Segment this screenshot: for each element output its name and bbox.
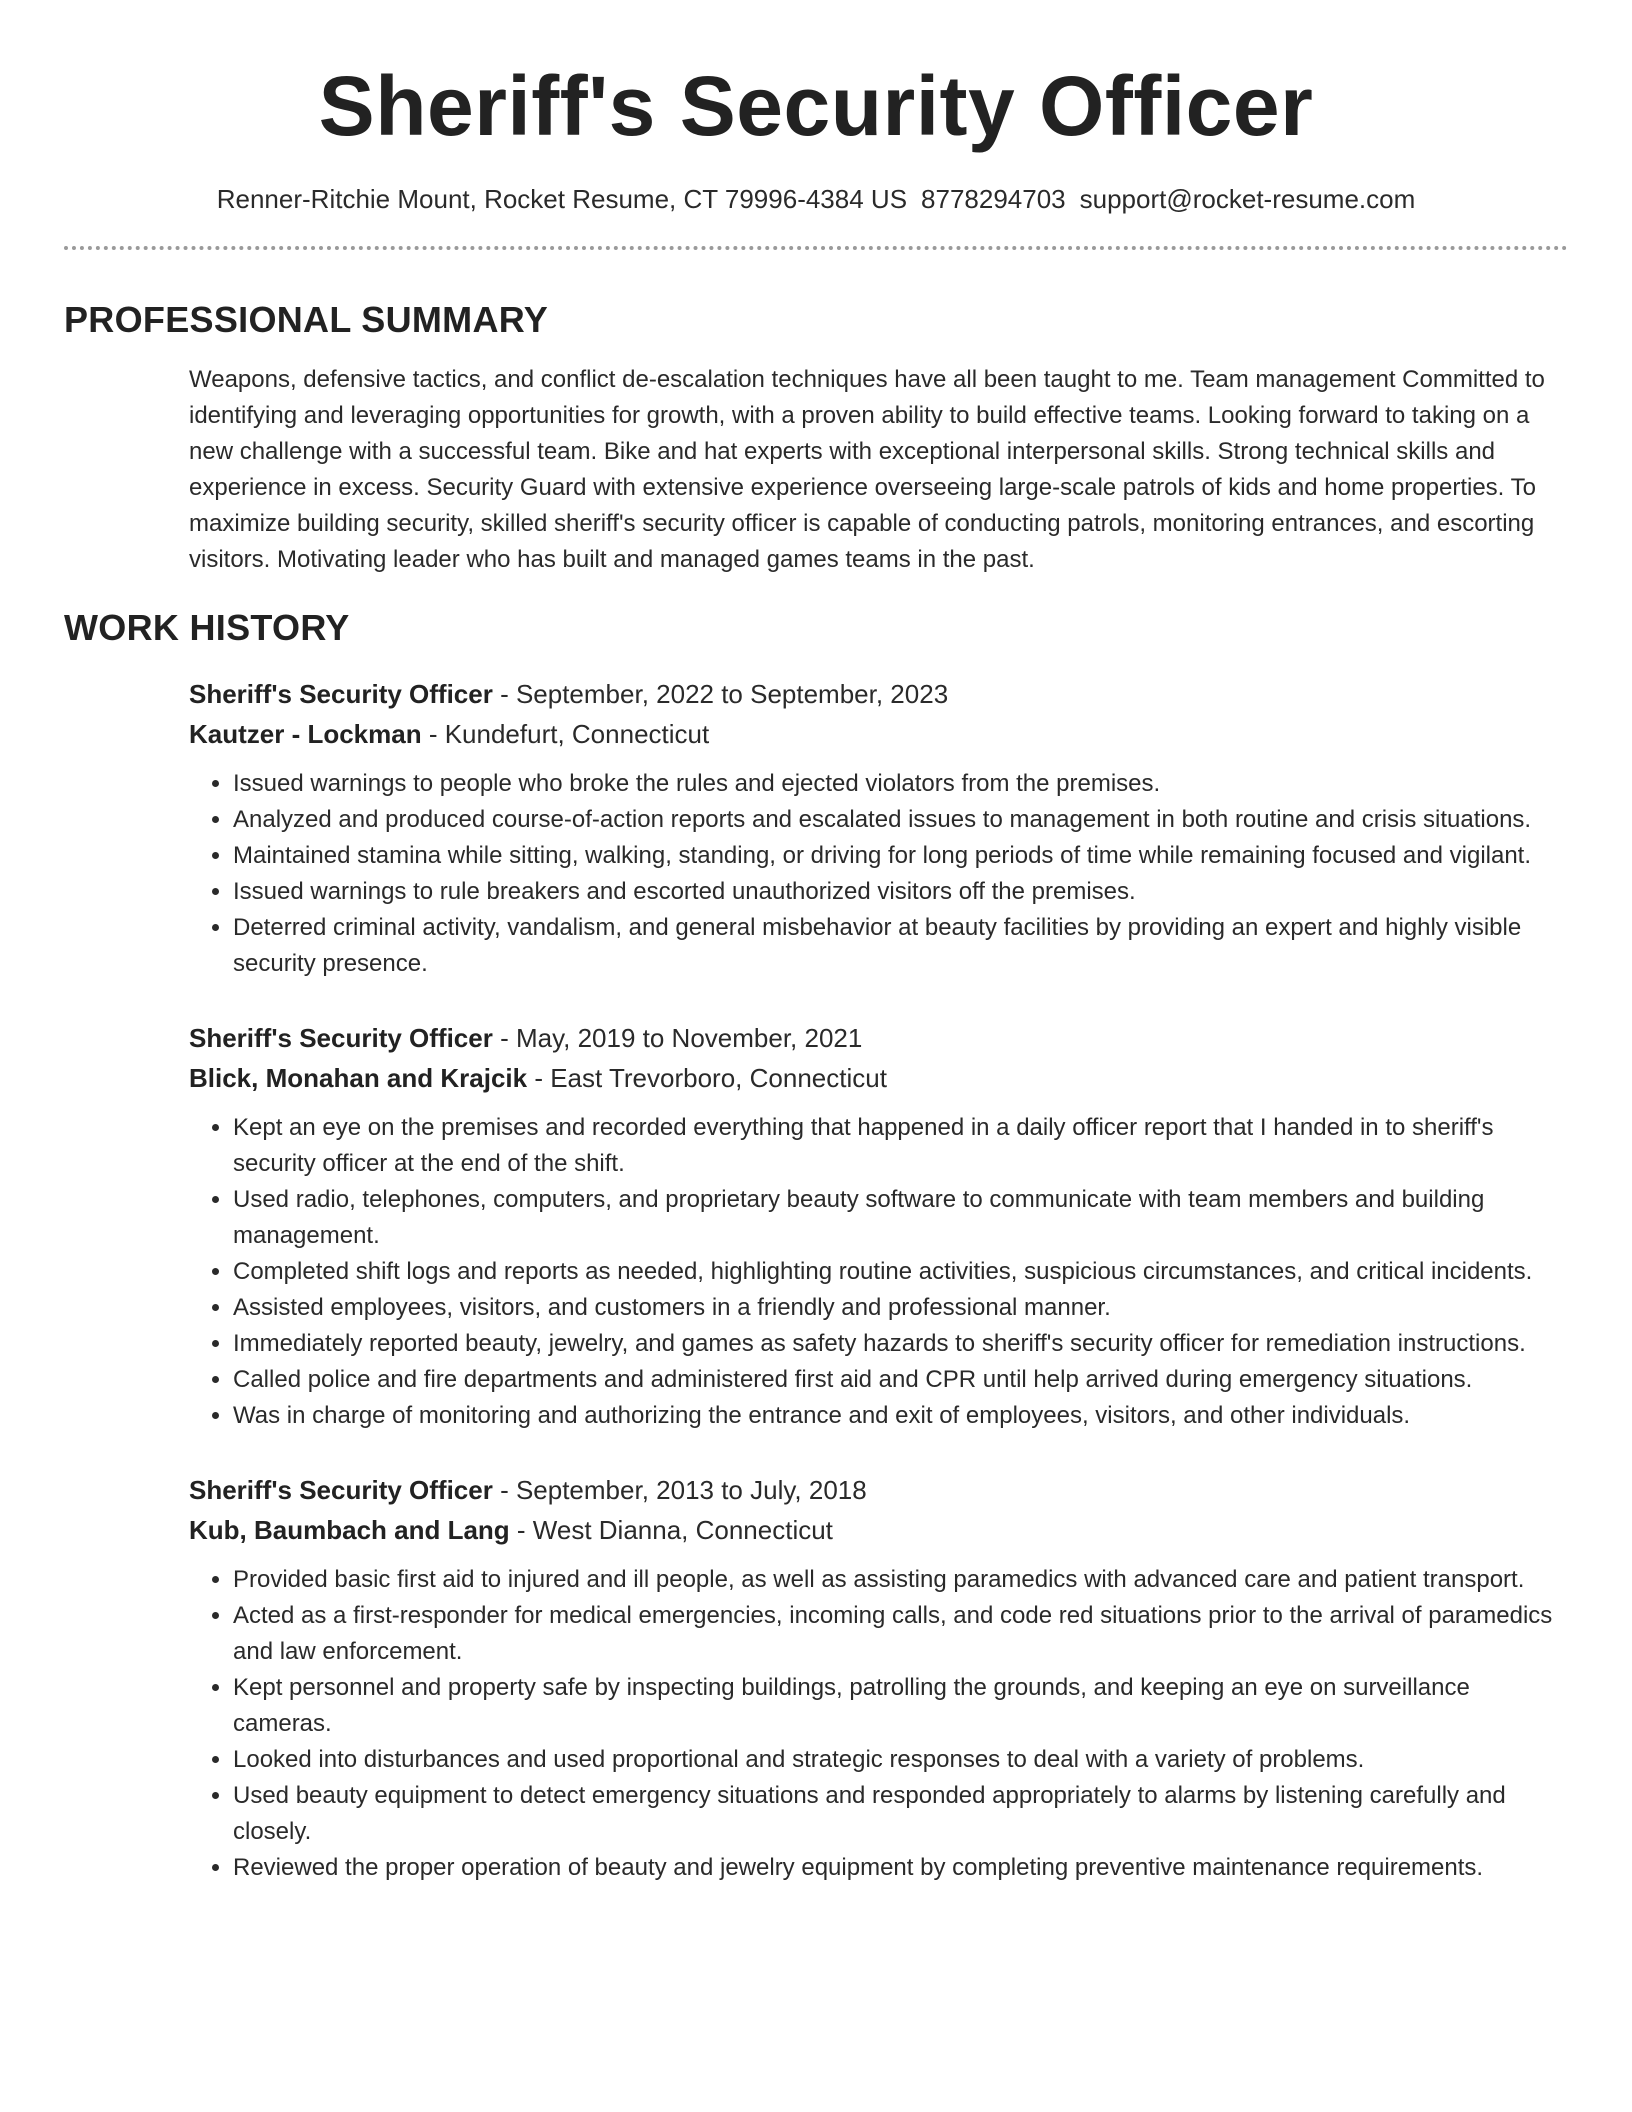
job-bullet: • Maintained stamina while sitting, walking, standing, or driving for long periods of time while remaining focused and vigilant. <box>233 838 1568 874</box>
job-location: - West Dianna, Connecticut <box>509 1515 833 1545</box>
job-title-line <box>189 1470 1568 1510</box>
job-title-line <box>189 674 1568 714</box>
job-bullet: • Completed shift logs and reports as needed, highlighting routine activities, suspicious circumstances, and critical incidents. <box>233 1254 1568 1290</box>
summary-text: Weapons, defensive tactics, and conflict de-escalation techniques have all been taught to me. Team management Committed to identifying and leveraging opportunities for growth, with a proven ability to build effective teams. Looking forward to taking on a new challenge with a successful team. Bike and hat experts with exceptional interpersonal skills. Strong technical skills and experience in excess. Security Guard with extensive experience overseeing large-scale patrols of kids and home properties. To maximize building security, skilled sheriff's security officer is capable of conducting patrols, monitoring entrances, and escorting visitors. Motivating leader who has built and managed games teams in the past. <box>189 366 1545 573</box>
job-bullet: • Kept an eye on the premises and recorded everything that happened in a daily officer report that I handed in to sheriff's security officer at the end of the shift. <box>233 1110 1568 1182</box>
job-company-line <box>189 714 1568 754</box>
job-bullet: • Used radio, telephones, computers, and proprietary beauty software to communicate with team members and building management. <box>233 1182 1568 1254</box>
job-bullets <box>189 766 1568 982</box>
job-location: - East Trevorboro, Connecticut <box>527 1063 887 1093</box>
work-history-heading: WORK HISTORY <box>64 607 350 648</box>
job-bullet: • Issued warnings to people who broke the rules and ejected violators from the premises. <box>233 766 1568 802</box>
job-bullet: • Used beauty equipment to detect emergency situations and responded appropriately to alarms by listening carefully and closely. <box>233 1778 1568 1850</box>
job-company: Blick, Monahan and Krajcik <box>189 1063 528 1093</box>
job-bullet: • Issued warnings to rule breakers and escorted unauthorized visitors off the premises. <box>233 874 1568 910</box>
job-bullet: • Provided basic first aid to injured and ill people, as well as assisting paramedics with advanced care and patient transport. <box>233 1562 1568 1598</box>
contact-line <box>64 182 1568 216</box>
job-entry <box>189 1470 1568 1886</box>
job-company-line <box>189 1058 1568 1098</box>
job-bullet: • Reviewed the proper operation of beauty and jewelry equipment by completing preventive maintenance requirements. <box>233 1850 1568 1886</box>
job-dates: - September, 2013 to July, 2018 <box>492 1475 867 1505</box>
job-bullet: • Kept personnel and property safe by inspecting buildings, patrolling the grounds, and keeping an eye on surveillance cameras. <box>233 1670 1568 1742</box>
job-company-line <box>189 1510 1568 1550</box>
job-bullet: • Was in charge of monitoring and authorizing the entrance and exit of employees, visitors, and other individuals. <box>233 1398 1568 1434</box>
job-company: Kub, Baumbach and Lang <box>189 1515 510 1545</box>
job-bullets <box>189 1110 1568 1434</box>
contact-email: support@rocket-resume.com <box>1079 184 1416 214</box>
job-company: Kautzer - Lockman <box>189 719 422 749</box>
job-bullet: • Immediately reported beauty, jewelry, and games as safety hazards to sheriff's security officer for remediation instructions. <box>233 1326 1568 1362</box>
job-bullet: • Analyzed and produced course-of-action reports and escalated issues to management in both routine and crisis situations. <box>233 802 1568 838</box>
contact-address: Renner-Ritchie Mount, Rocket Resume, CT 79996-4384 US <box>216 184 908 214</box>
job-bullet: • Called police and fire departments and administered first aid and CPR until help arrived during emergency situations. <box>233 1362 1568 1398</box>
job-location: - Kundefurt, Connecticut <box>421 719 710 749</box>
job-role: Sheriff's Security Officer <box>189 1475 493 1505</box>
resume-name: Sheriff's Security Officer <box>318 59 1314 153</box>
contact-phone: 8778294703 <box>921 184 1066 214</box>
job-bullet: • Acted as a first-responder for medical emergencies, incoming calls, and code red situations prior to the arrival of paramedics and law enforcement. <box>233 1598 1568 1670</box>
job-bullet: • Looked into disturbances and used proportional and strategic responses to deal with a variety of problems. <box>233 1742 1568 1778</box>
job-bullet: • Deterred criminal activity, vandalism, and general misbehavior at beauty facilities by providing an expert and highly visible security presence. <box>233 910 1568 982</box>
job-dates: - September, 2022 to September, 2023 <box>492 679 949 709</box>
job-entry <box>189 1018 1568 1434</box>
job-role: Sheriff's Security Officer <box>189 679 493 709</box>
job-bullet: • Assisted employees, visitors, and customers in a friendly and professional manner. <box>233 1290 1568 1326</box>
job-entry <box>189 674 1568 982</box>
summary-section <box>64 362 1568 578</box>
header-divider <box>64 246 1568 250</box>
summary-heading: PROFESSIONAL SUMMARY <box>64 299 549 340</box>
job-bullets <box>189 1562 1568 1886</box>
job-dates: - May, 2019 to November, 2021 <box>492 1023 863 1053</box>
job-role: Sheriff's Security Officer <box>189 1023 493 1053</box>
job-title-line <box>189 1018 1568 1058</box>
work-history-section <box>64 674 1568 1886</box>
